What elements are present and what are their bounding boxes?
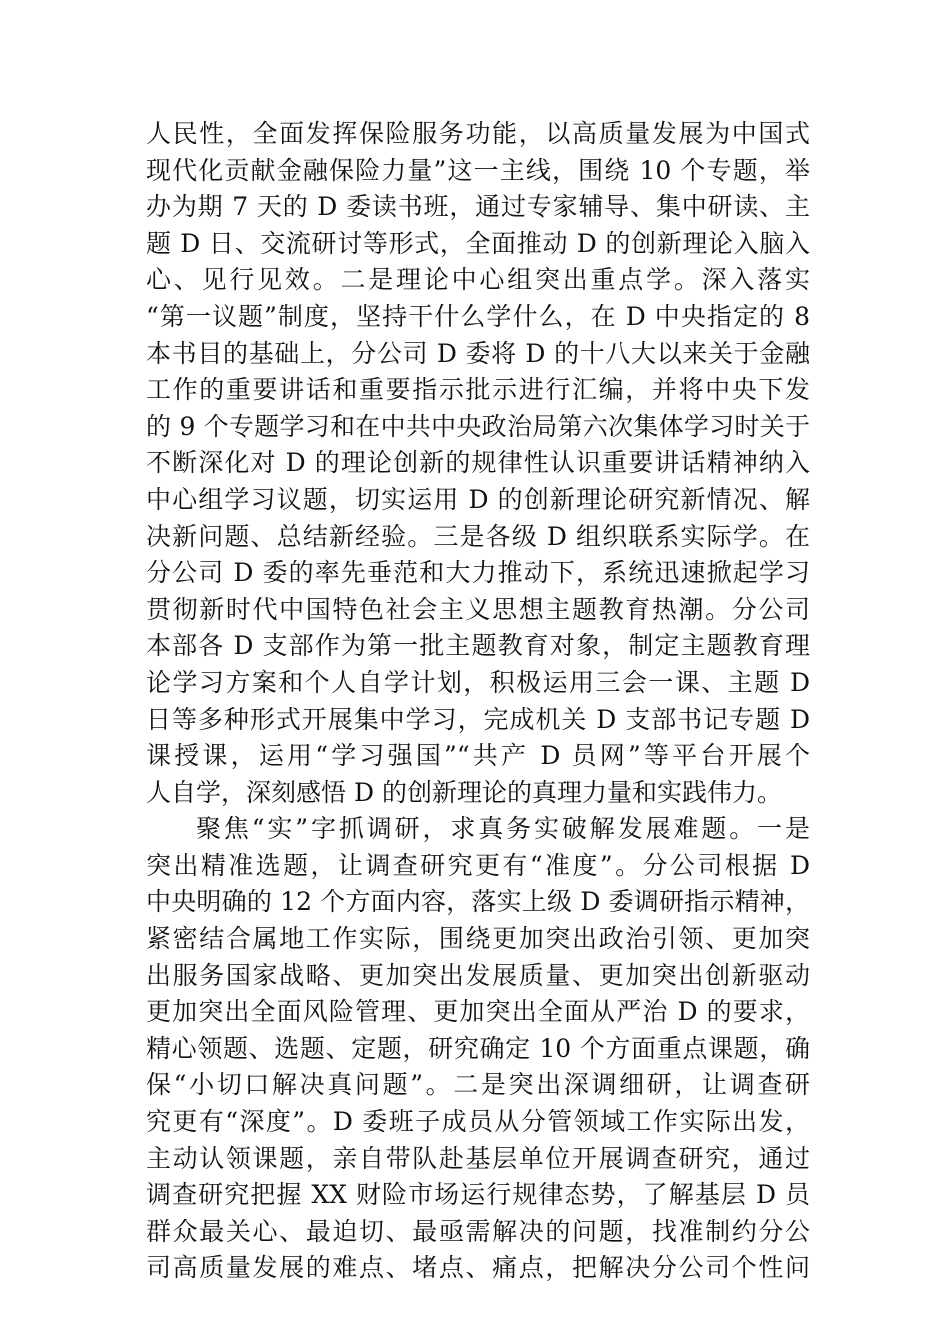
text-line: 主动认领课题，亲自带队赴基层单位开展调查研究，通过 [146,1143,810,1173]
text-line: 贯彻新时代中国特色社会主义思想主题教育热潮。分公司 [146,594,810,624]
text-line: 人自学，深刻感悟 D 的创新理论的真理力量和实践伟力。 [146,777,782,807]
text-line: 决新问题、总结新经验。三是各级 D 组织联系实际学。在 [146,521,810,551]
paragraph [146,116,810,811]
paragraph [146,811,810,1287]
text-line: 紧密结合属地工作实际，围绕更加突出政治引领、更加突 [146,924,810,954]
document-body [146,116,810,1287]
text-line: 聚焦“实”字抓调研，求真务实破解发展难题。一是 [196,814,810,844]
text-line: 突出精准选题，让调查研究更有“准度”。分公司根据 D [146,850,810,880]
text-line: 更加突出全面风险管理、更加突出全面从严治 D 的要求， [146,997,810,1027]
text-line: 工作的重要讲话和重要指示批示进行汇编，并将中央下发 [146,375,810,405]
text-line: 本书目的基础上，分公司 D 委将 D 的十八大以来关于金融 [146,338,810,368]
text-line: 出服务国家战略、更加突出发展质量、更加突出创新驱动 [146,960,810,990]
text-line: 论学习方案和个人自学计划，积极运用三会一课、主题 D [146,667,810,697]
text-line: 题 D 日、交流研讨等形式，全面推动 D 的创新理论入脑入 [146,228,810,258]
text-line: 究更有“深度”。D 委班子成员从分管领域工作实际出发， [146,1107,810,1137]
text-line: 保“小切口解决真问题”。二是突出深调细研，让调查研 [146,1070,810,1100]
text-line: 司高质量发展的难点、堵点、痛点，把解决分公司个性问 [146,1253,810,1283]
text-line: 中心组学习议题，切实运用 D 的创新理论研究新情况、解 [146,484,810,514]
text-line: 日等多种形式开展集中学习，完成机关 D 支部书记专题 D [146,704,810,734]
text-line: 精心领题、选题、定题，研究确定 10 个方面重点课题，确 [146,1033,810,1063]
text-line: 中央明确的 12 个方面内容，落实上级 D 委调研指示精神， [146,887,810,917]
text-line: 心、见行见效。二是理论中心组突出重点学。深入落实 [146,265,810,295]
text-line: 本部各 D 支部作为第一批主题教育对象，制定主题教育理 [146,631,810,661]
text-line: 课授课，运用“学习强国”“共产 D 员网”等平台开展个 [146,741,810,771]
text-line: 办为期 7 天的 D 委读书班，通过专家辅导、集中研读、主 [146,192,810,222]
text-line: 调查研究把握 XX 财险市场运行规律态势，了解基层 D 员 [146,1180,810,1210]
text-line: “第一议题”制度，坚持干什么学什么，在 D 中央指定的 8 [146,301,810,331]
text-line: 现代化贡献金融保险力量”这一主线，围绕 10 个专题，举 [146,155,810,185]
text-line: 分公司 D 委的率先垂范和大力推动下，系统迅速掀起学习 [146,558,810,588]
text-line: 群众最关心、最迫切、最亟需解决的问题，找准制约分公 [146,1216,810,1246]
text-line: 不断深化对 D 的理论创新的规律性认识重要讲话精神纳入 [146,448,810,478]
text-line: 人民性，全面发挥保险服务功能，以高质量发展为中国式 [146,119,810,148]
text-line: 的 9 个专题学习和在中共中央政治局第六次集体学习时关于 [146,411,810,441]
